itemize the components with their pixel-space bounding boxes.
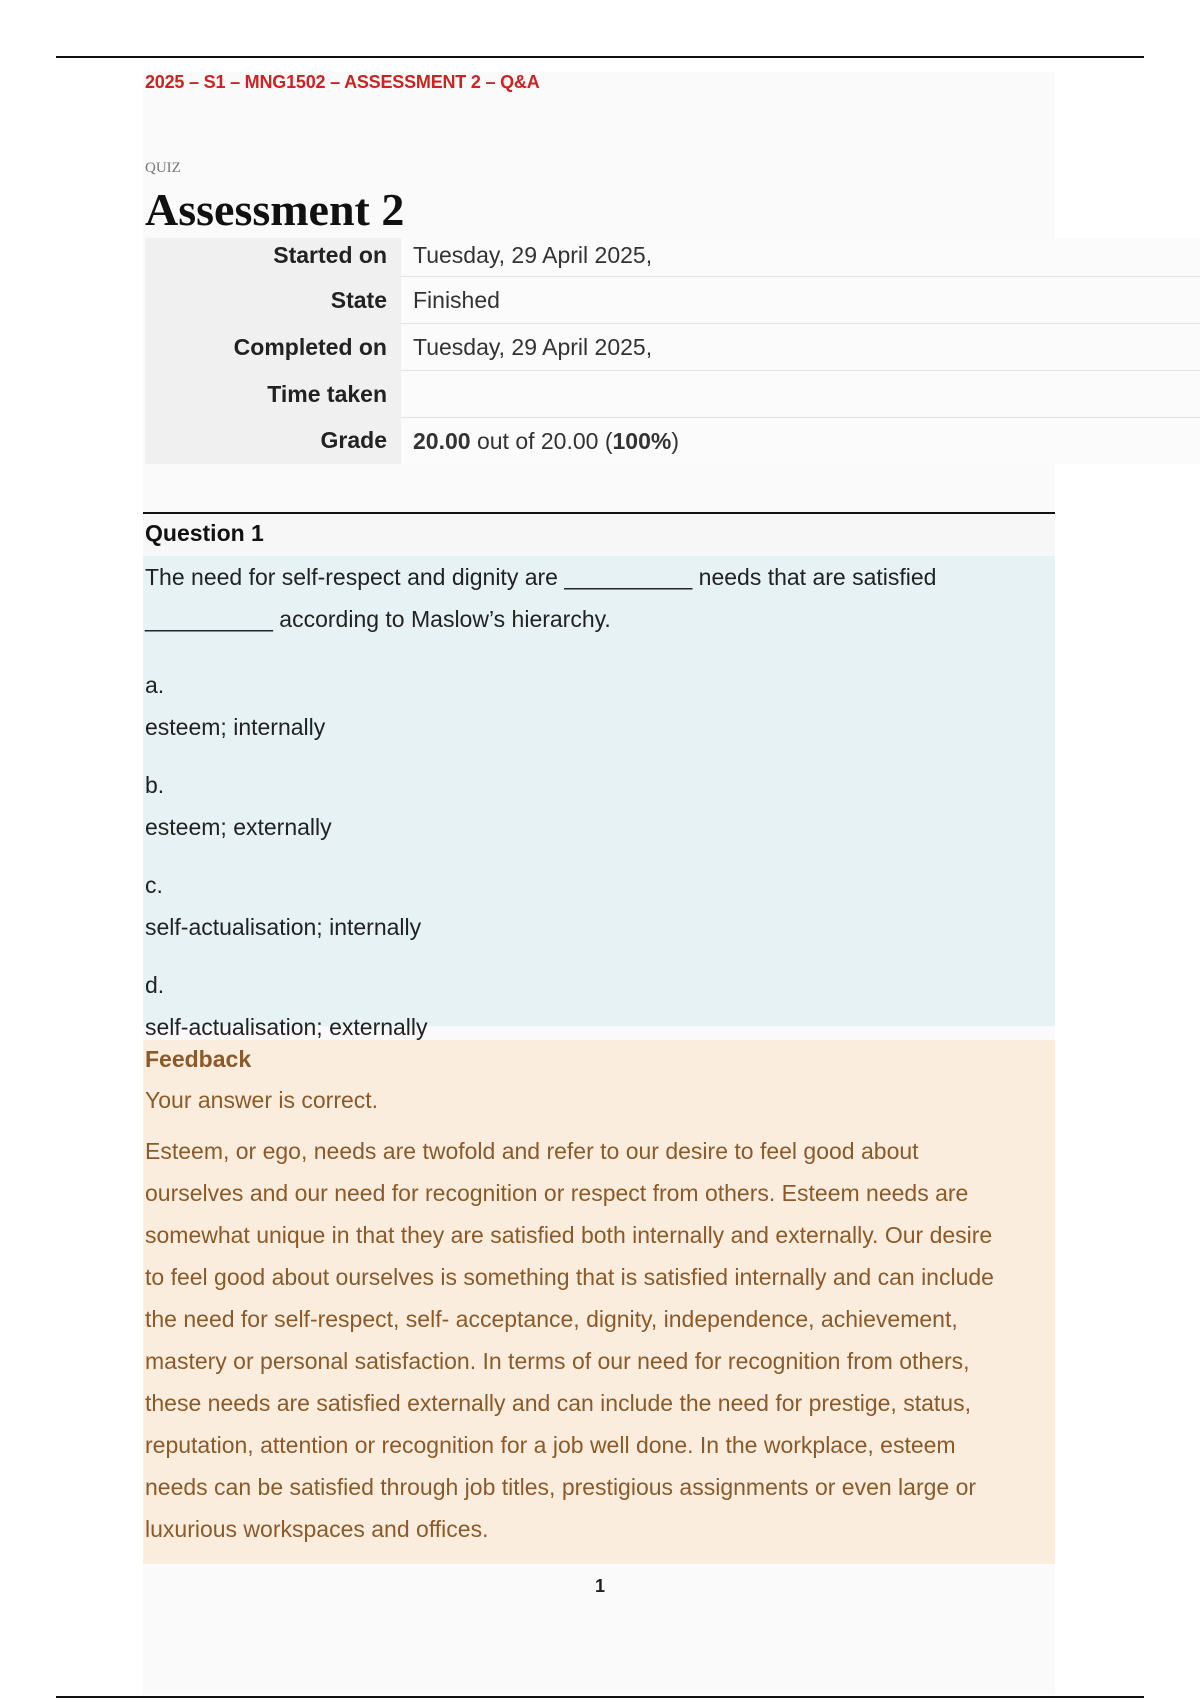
grade-score: 20.00 [413, 427, 471, 454]
summary-row-completed [145, 324, 1200, 371]
grade-percent: 100% [612, 427, 672, 454]
document-header: 2025 – S1 – MNG1502 – ASSESSMENT 2 – Q&A [145, 72, 540, 92]
option-text: self-actualisation; internally [145, 914, 422, 940]
option-text: esteem; internally [145, 714, 326, 740]
summary-value: Tuesday, 29 April 2025, [401, 324, 1200, 371]
answer-option-a[interactable] [145, 664, 1053, 748]
feedback-line: somewhat unique in that they are satisfied both internally and externally. Our desire [145, 1222, 993, 1248]
summary-label: Completed on [145, 324, 401, 371]
page-title: Assessment 2 [145, 184, 405, 235]
summary-row-time-taken [145, 371, 1200, 418]
feedback-line: ourselves and our need for recognition or respect from others. Esteem needs are [145, 1180, 969, 1206]
feedback-line: luxurious workspaces and offices. [145, 1516, 489, 1542]
bottom-rule [56, 1696, 1144, 1698]
feedback-line: reputation, attention or recognition for a job well done. In the workplace, esteem [145, 1432, 956, 1458]
summary-value: Tuesday, 29 April 2025, [401, 238, 1200, 277]
feedback-line: Esteem, or ego, needs are twofold and refer to our desire to feel good about [145, 1138, 919, 1164]
option-letter: b. [145, 772, 165, 798]
option-text: esteem; externally [145, 814, 332, 840]
grade-value [401, 418, 1200, 465]
attempt-summary-table [145, 238, 1200, 464]
grade-out-of: out of 20.00 ( [470, 427, 613, 454]
option-letter: c. [145, 872, 163, 898]
question-box [143, 556, 1055, 1040]
summary-label: Time taken [145, 371, 401, 418]
feedback-title: Feedback [145, 1046, 252, 1072]
feedback-line: mastery or personal satisfaction. In terms of our need for recognition from others, [145, 1348, 970, 1374]
question-text-line2: __________ according to Maslow’s hierarchy. [145, 606, 611, 632]
page-number: 1 [594, 1576, 605, 1596]
summary-label: State [145, 277, 401, 324]
top-rule [56, 56, 1144, 58]
feedback-line: these needs are satisfied externally and can include the need for prestige, status, [145, 1390, 971, 1416]
quiz-label: QUIZ [145, 160, 181, 176]
answer-option-b[interactable] [145, 764, 1053, 848]
summary-value [401, 371, 1200, 418]
feedback-status: Your answer is correct. [145, 1087, 379, 1113]
feedback-body [145, 1130, 1053, 1550]
summary-value: Finished [401, 277, 1200, 324]
feedback-line: needs can be satisfied through job titles, prestigious assignments or even large or [145, 1474, 977, 1500]
feedback-box [143, 1040, 1055, 1564]
summary-label: Started on [145, 238, 401, 277]
answer-option-c[interactable] [145, 864, 1053, 948]
summary-row-grade [145, 418, 1200, 465]
grade-close: ) [671, 427, 679, 454]
option-letter: d. [145, 972, 165, 998]
question-title: Question 1 [143, 514, 1055, 556]
summary-row-state [145, 277, 1200, 324]
summary-label: Grade [145, 418, 401, 465]
feedback-line: the need for self-respect, self- acceptance, dignity, independence, achievement, [145, 1306, 958, 1332]
question-text [145, 556, 1053, 640]
feedback-line: to feel good about ourselves is something that is satisfied internally and can include [145, 1264, 994, 1290]
option-text: self-actualisation; externally [145, 1014, 428, 1040]
summary-row-started [145, 238, 1200, 277]
question-text-line1: The need for self-respect and dignity are __________ needs that are satisfied [145, 564, 937, 590]
option-letter: a. [145, 672, 165, 698]
answer-option-d[interactable] [145, 964, 1053, 1048]
